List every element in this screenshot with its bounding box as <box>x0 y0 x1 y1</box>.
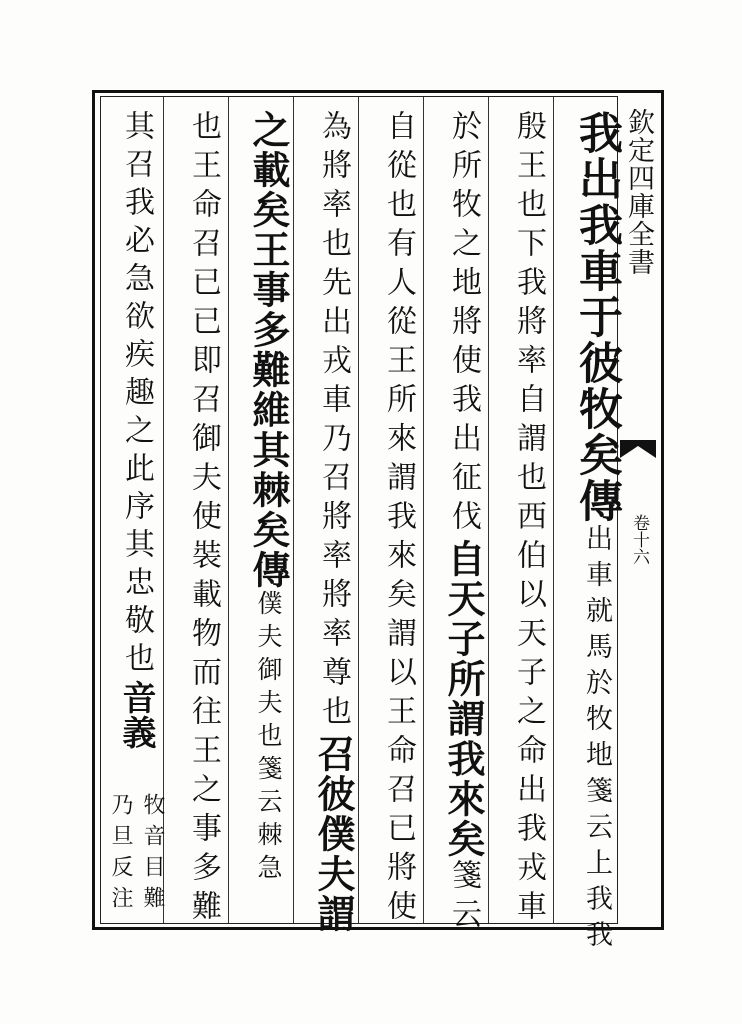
commentary-text: 箋云 <box>446 859 481 937</box>
twin-note-right: 牧音目難 <box>140 793 165 917</box>
twin-note-left: 乃旦反注 <box>108 793 133 917</box>
text-column-8 <box>108 110 165 917</box>
commentary-text: 僕夫御夫也箋云棘急 <box>254 590 283 887</box>
text-column-1 <box>568 110 624 956</box>
book-title: 欽定四庫全書 <box>623 108 654 276</box>
commentary-text: 殷王也下我將率自謂也西伯以天子之命出我戎車 <box>511 110 546 929</box>
commentary-text: 自從也有人從王所來謂我來矣謂以王命召已將使 <box>381 110 416 929</box>
text-column-6 <box>240 110 296 910</box>
main-text: 召彼僕夫謂 <box>311 734 356 934</box>
twin-line-note <box>108 793 164 917</box>
main-text: 之載矣王事多難維其棘矣傳 <box>246 110 291 590</box>
commentary-text: 也王命召已已即召御夫使裝載物而往王之事多難 <box>186 110 221 929</box>
text-column-4 <box>370 110 426 929</box>
center-fold-column <box>618 96 658 924</box>
commentary-text: 出車就馬於牧地箋云上我我 <box>581 524 612 956</box>
main-text: 音義 <box>116 680 156 750</box>
text-column-2 <box>500 110 556 929</box>
main-text: 自天子所謂我來矣 <box>441 539 486 859</box>
text-column-3 <box>435 110 491 937</box>
fishtail-mark-icon <box>618 436 658 468</box>
text-column-5 <box>305 110 361 934</box>
commentary-text: 為將率也先出戎車乃召將率將率尊也 <box>316 110 351 734</box>
main-text: 我出我車于彼牧矣傳 <box>571 110 622 524</box>
volume-label: 卷十六 <box>629 514 649 565</box>
text-column-7 <box>175 110 231 929</box>
commentary-text: 於所牧之地將使我出征伐 <box>446 110 481 539</box>
commentary-text: 其召我必急欲疾趣之此序其忠敬也 <box>119 110 154 680</box>
